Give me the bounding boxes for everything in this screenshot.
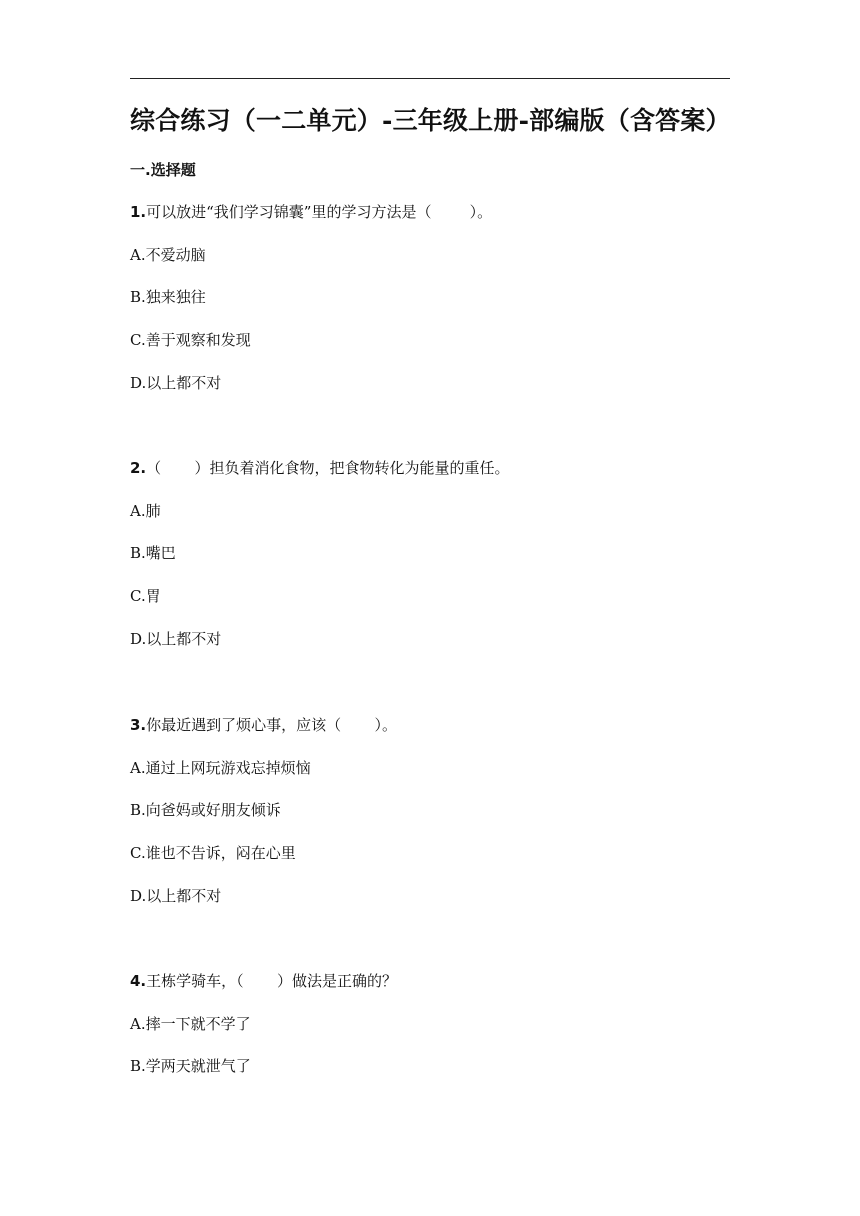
question-number: 1.: [130, 203, 147, 221]
question-text: 王栋学骑车，（ ）做法是正确的？: [146, 972, 398, 990]
question-3: [130, 713, 750, 908]
question-text: 可以放进“我们学习锦囊”里的学习方法是（ ）。: [146, 203, 493, 221]
question-stem: [130, 713, 750, 737]
option-d: D.以上都不对: [130, 629, 222, 648]
option-c: C.善于观察和发现: [130, 331, 251, 350]
question-text: 你最近遇到了烦心事，应该（ ）。: [146, 716, 398, 734]
option-c: C.胃: [130, 587, 161, 606]
document-title: 综合练习（一二单元）-三年级上册-部编版（含答案）: [130, 106, 731, 135]
option-a: A.不爱动脑: [130, 245, 206, 264]
header-rule: [130, 78, 730, 79]
question-2: [130, 456, 750, 651]
question-stem: [130, 200, 750, 224]
question-text: （ ）担负着消化食物，把食物转化为能量的重任。: [146, 459, 510, 477]
option-c: C.谁也不告诉，闷在心里: [130, 844, 296, 863]
section-heading: 一.选择题: [130, 161, 196, 179]
question-number: 4.: [130, 972, 147, 990]
question-number: 2.: [130, 459, 147, 477]
option-b: B.向爸妈或好朋友倾诉: [130, 801, 281, 820]
question-stem: [130, 456, 750, 480]
option-a: A.通过上网玩游戏忘掉烦恼: [130, 758, 311, 777]
option-a: A.肺: [130, 501, 161, 520]
option-a: A.摔一下就不学了: [130, 1014, 251, 1033]
question-1: [130, 200, 750, 395]
option-b: B.嘴巴: [130, 544, 176, 563]
question-number: 3.: [130, 716, 147, 734]
option-b: B.学两天就泄气了: [130, 1057, 251, 1076]
option-b: B.独来独往: [130, 288, 206, 307]
question-stem: [130, 969, 750, 993]
option-d: D.以上都不对: [130, 373, 222, 392]
question-4: [130, 969, 750, 1078]
option-d: D.以上都不对: [130, 886, 222, 905]
